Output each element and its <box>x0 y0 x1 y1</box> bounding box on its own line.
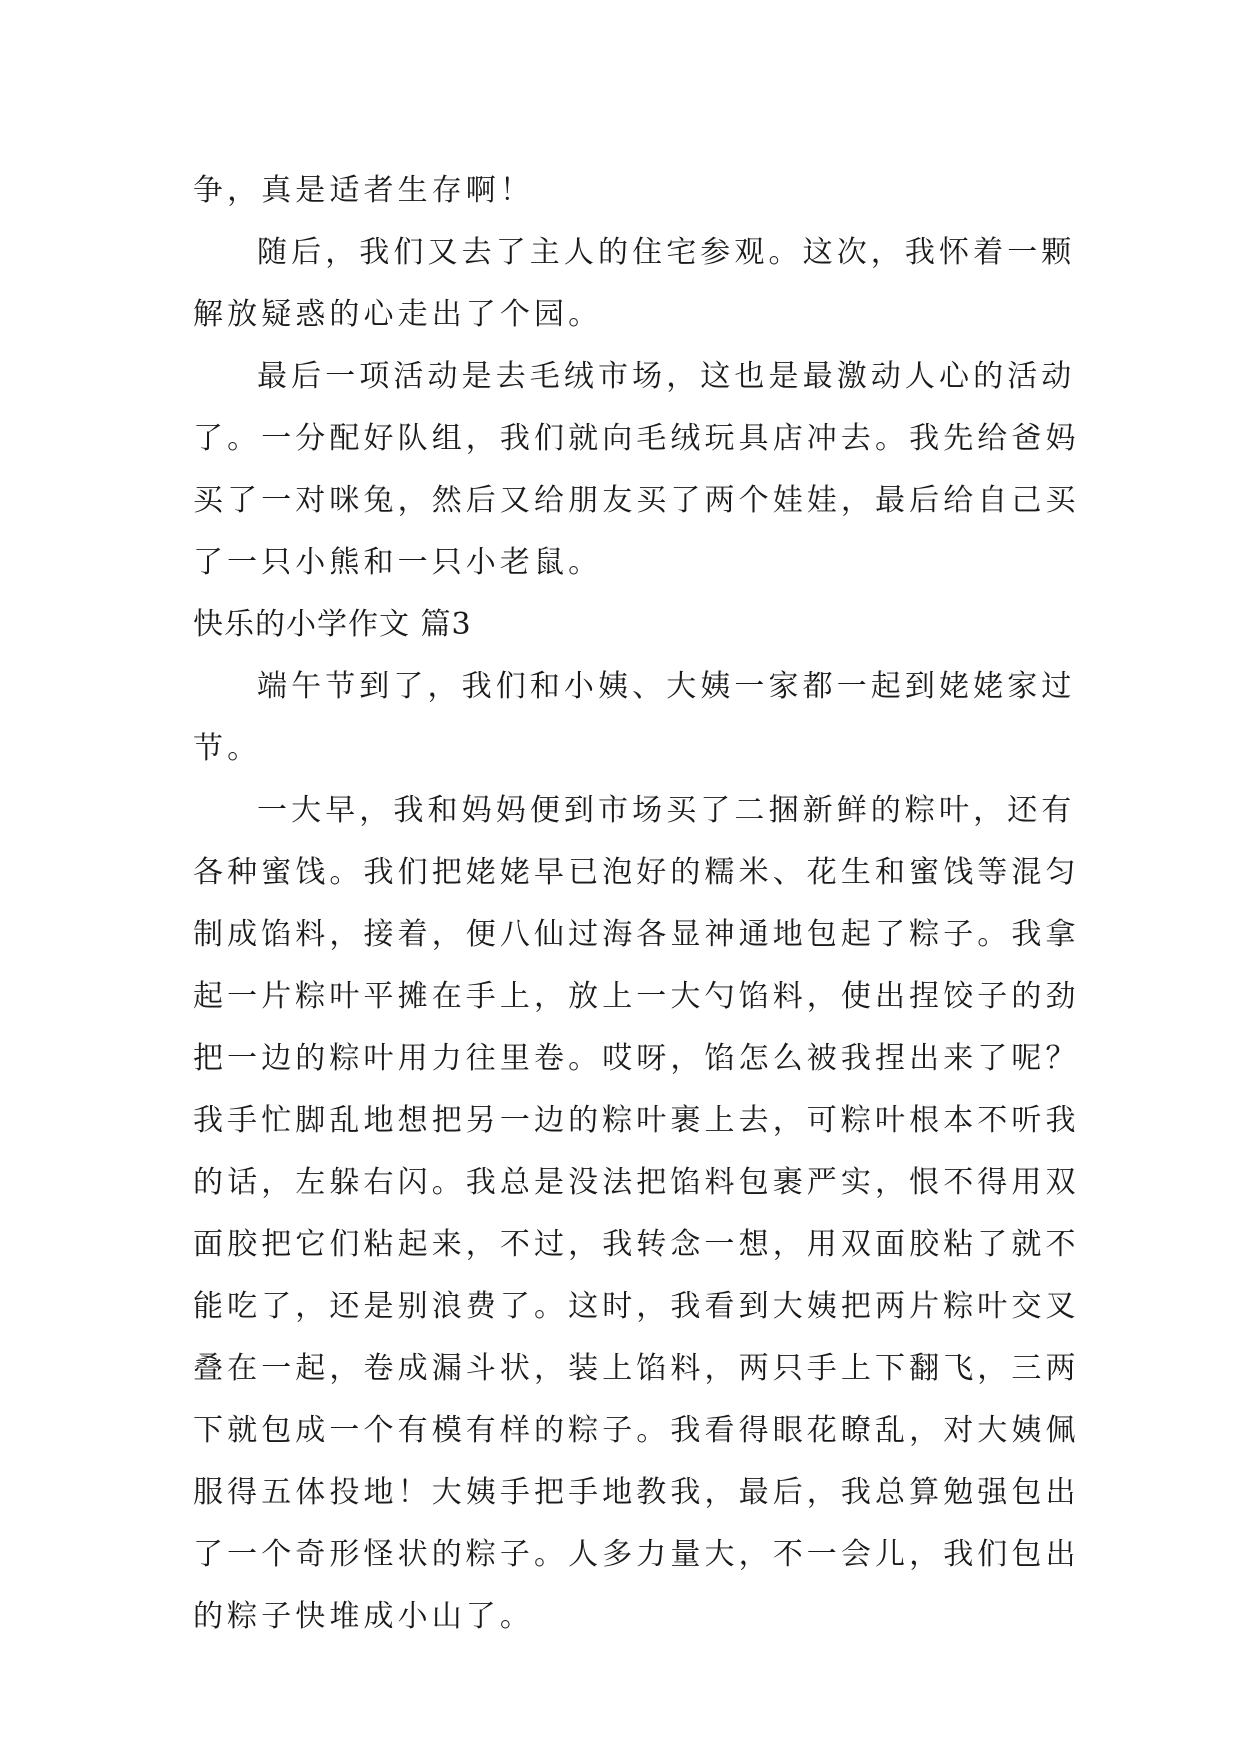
text-line: 起一片粽叶平摊在手上，放上一大勺馅料，使出捏饺子的劲 <box>193 979 1080 1014</box>
paragraph-start-line: 随后，我们又去了主人的住宅参观。这次，我怀着一颗 <box>257 235 1076 270</box>
text-line: 叠在一起，卷成漏斗状，装上馅料，两只手上下翻飞，三两 <box>193 1351 1080 1386</box>
section-heading: 快乐的小学作文 篇3 <box>193 607 472 642</box>
text-line: 把一边的粽叶用力往里卷。哎呀，馅怎么被我捏出来了呢？ <box>193 1041 1080 1076</box>
text-line: 制成馅料，接着，便八仙过海各显神通地包起了粽子。我拿 <box>193 917 1080 952</box>
text-line: 下就包成一个有模有样的粽子。我看得眼花瞭乱，对大姨佩 <box>193 1413 1080 1448</box>
paragraph-start-line: 一大早，我和妈妈便到市场买了二捆新鲜的粽叶，还有 <box>257 793 1076 828</box>
text-line: 了一个奇形怪状的粽子。人多力量大，不一会儿，我们包出 <box>193 1537 1080 1572</box>
paragraph-start-line: 端午节到了，我们和小姨、大姨一家都一起到姥姥家过 <box>257 669 1076 704</box>
text-line: 了。一分配好队组，我们就向毛绒玩具店冲去。我先给爸妈 <box>193 421 1080 456</box>
text-line: 我手忙脚乱地想把另一边的粽叶裹上去，可粽叶根本不听我 <box>193 1103 1080 1138</box>
text-line: 各种蜜饯。我们把姥姥早已泡好的糯米、花生和蜜饯等混匀 <box>193 855 1080 890</box>
text-line: 解放疑惑的心走出了个园。 <box>193 297 603 332</box>
text-line: 买了一对咪兔，然后又给朋友买了两个娃娃，最后给自己买 <box>193 483 1080 518</box>
text-line: 服得五体投地！大姨手把手地教我，最后，我总算勉强包出 <box>193 1475 1080 1510</box>
document-body <box>193 160 1080 1648</box>
text-line: 了一只小熊和一只小老鼠。 <box>193 545 603 580</box>
text-line: 争，真是适者生存啊！ <box>193 173 534 208</box>
text-line: 能吃了，还是别浪费了。这时，我看到大姨把两片粽叶交叉 <box>193 1289 1080 1324</box>
text-line: 的话，左躲右闪。我总是没法把馅料包裹严实，恨不得用双 <box>193 1165 1080 1200</box>
text-line: 节。 <box>193 731 262 766</box>
text-line: 的粽子快堆成小山了。 <box>193 1599 534 1634</box>
text-line: 面胶把它们粘起来，不过，我转念一想，用双面胶粘了就不 <box>193 1227 1080 1262</box>
paragraph-start-line: 最后一项活动是去毛绒市场，这也是最激动人心的活动 <box>257 359 1076 394</box>
